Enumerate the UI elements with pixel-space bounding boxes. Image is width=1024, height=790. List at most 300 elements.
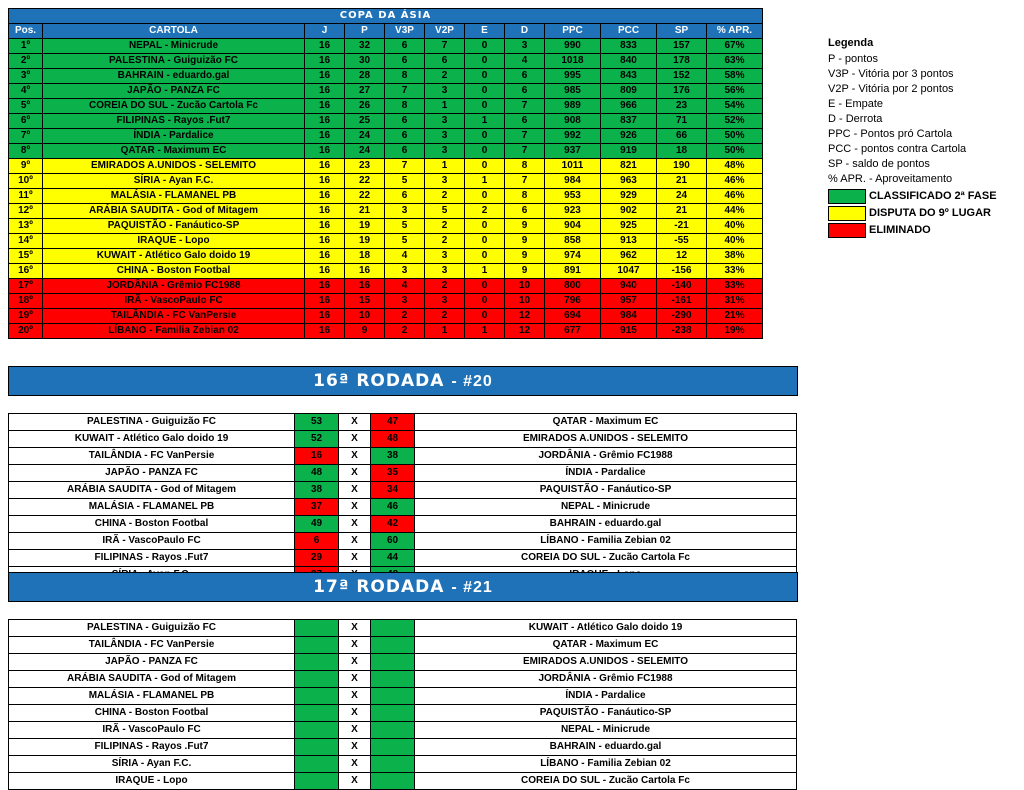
cell-pcc: 925	[601, 219, 657, 234]
cell-v3p: 6	[385, 114, 425, 129]
col-header-cartola: CARTOLA	[43, 24, 305, 39]
cell-ppc: 974	[545, 249, 601, 264]
round-17-subtitle: - #21	[451, 579, 493, 596]
cell-cartola: SÍRIA - Ayan F.C.	[43, 174, 305, 189]
cell-ppc: 953	[545, 189, 601, 204]
match-home-team: JAPÃO - PANZA FC	[9, 654, 295, 671]
cell-e: 0	[465, 294, 505, 309]
cell-pcc: 962	[601, 249, 657, 264]
cell-v2p: 3	[425, 249, 465, 264]
cell-p: 27	[345, 84, 385, 99]
cell-sp: 21	[657, 174, 707, 189]
legend-line-pcc: PCC - pontos contra Cartola	[828, 143, 967, 155]
match-row	[9, 550, 797, 567]
cell-p: 22	[345, 174, 385, 189]
match-away-team: COREIA DO SUL - Zucão Cartola Fc	[415, 773, 797, 790]
match-versus: X	[339, 773, 371, 790]
table-row	[9, 219, 763, 234]
col-header-pos: Pos.	[9, 24, 43, 39]
round-16-subtitle: - #20	[451, 373, 493, 390]
table-row	[9, 294, 763, 309]
cell-v3p: 3	[385, 294, 425, 309]
match-home-team: MALÁSIA - FLAMANEL PB	[9, 499, 295, 516]
cell-v2p: 1	[425, 99, 465, 114]
match-home-score: 52	[295, 431, 339, 448]
match-versus: X	[339, 654, 371, 671]
cell-v3p: 6	[385, 39, 425, 54]
table-row	[9, 39, 763, 54]
round-banner-17	[8, 572, 798, 602]
match-home-team: JAPÃO - PANZA FC	[9, 465, 295, 482]
match-away-score	[371, 773, 415, 790]
match-versus: X	[339, 756, 371, 773]
match-away-team: QATAR - Maximum EC	[415, 414, 797, 431]
cell-v3p: 3	[385, 264, 425, 279]
cell-j: 16	[305, 129, 345, 144]
round-17-title: 17ª RODADA	[313, 577, 445, 597]
cell-cartola: COREIA DO SUL - Zucão Cartola Fc	[43, 99, 305, 114]
cell-apr: 54%	[707, 99, 763, 114]
cell-d: 3	[505, 39, 545, 54]
cell-d: 9	[505, 219, 545, 234]
cell-ppc: 990	[545, 39, 601, 54]
cell-apr: 67%	[707, 39, 763, 54]
match-home-score: 6	[295, 533, 339, 550]
match-home-score	[295, 705, 339, 722]
cell-pcc: 963	[601, 174, 657, 189]
cell-sp: -238	[657, 324, 707, 339]
cell-cartola: ARÁBIA SAUDITA - God of Mitagem	[43, 204, 305, 219]
match-away-team: EMIRADOS A.UNIDOS - SELEMITO	[415, 431, 797, 448]
cell-pcc: 840	[601, 54, 657, 69]
cell-pos: 7º	[9, 129, 43, 144]
cell-ppc: 992	[545, 129, 601, 144]
match-home-team: PALESTINA - Guiguizão FC	[9, 414, 295, 431]
cell-pos: 12º	[9, 204, 43, 219]
cell-v2p: 1	[425, 324, 465, 339]
cell-pcc: 957	[601, 294, 657, 309]
match-home-score: 53	[295, 414, 339, 431]
cell-v3p: 4	[385, 249, 425, 264]
cell-sp: 24	[657, 189, 707, 204]
match-row	[9, 654, 797, 671]
cell-ppc: 858	[545, 234, 601, 249]
cell-ppc: 800	[545, 279, 601, 294]
table-row	[9, 114, 763, 129]
match-row	[9, 533, 797, 550]
match-row	[9, 671, 797, 688]
cell-v3p: 8	[385, 69, 425, 84]
cell-ppc: 923	[545, 204, 601, 219]
match-home-score	[295, 671, 339, 688]
cell-cartola: CHINA - Boston Footbal	[43, 264, 305, 279]
cell-pcc: 821	[601, 159, 657, 174]
table-row	[9, 159, 763, 174]
cell-pcc: 1047	[601, 264, 657, 279]
cell-d: 7	[505, 129, 545, 144]
cell-ppc: 1018	[545, 54, 601, 69]
cell-v2p: 3	[425, 144, 465, 159]
legend-swatch-yellow	[828, 206, 866, 221]
col-header-pcc: PCC	[601, 24, 657, 39]
table-row	[9, 234, 763, 249]
cell-sp: 71	[657, 114, 707, 129]
cell-v3p: 6	[385, 54, 425, 69]
cell-pcc: 837	[601, 114, 657, 129]
cell-pcc: 902	[601, 204, 657, 219]
match-versus: X	[339, 688, 371, 705]
match-away-team: KUWAIT - Atlético Galo doido 19	[415, 620, 797, 637]
cell-e: 0	[465, 144, 505, 159]
match-versus: X	[339, 499, 371, 516]
cell-d: 9	[505, 249, 545, 264]
cell-cartola: EMIRADOS A.UNIDOS - SELEMITO	[43, 159, 305, 174]
match-row	[9, 722, 797, 739]
cell-apr: 21%	[707, 309, 763, 324]
match-away-score	[371, 705, 415, 722]
match-home-team: ARÁBIA SAUDITA - God of Mitagem	[9, 482, 295, 499]
cell-e: 0	[465, 219, 505, 234]
table-row	[9, 249, 763, 264]
cell-pos: 19º	[9, 309, 43, 324]
cell-ppc: 984	[545, 174, 601, 189]
match-versus: X	[339, 516, 371, 533]
cell-p: 24	[345, 144, 385, 159]
cell-d: 9	[505, 264, 545, 279]
cell-e: 0	[465, 249, 505, 264]
cell-e: 1	[465, 264, 505, 279]
cell-p: 16	[345, 264, 385, 279]
cell-pcc: 843	[601, 69, 657, 84]
cell-e: 0	[465, 129, 505, 144]
cell-d: 12	[505, 324, 545, 339]
cell-cartola: QATAR - Maximum EC	[43, 144, 305, 159]
col-header-p: P	[345, 24, 385, 39]
cell-cartola: KUWAIT - Atlético Galo doido 19	[43, 249, 305, 264]
cell-cartola: IRAQUE - Lopo	[43, 234, 305, 249]
cell-apr: 44%	[707, 204, 763, 219]
standings-table	[8, 8, 763, 339]
col-header-ppc: PPC	[545, 24, 601, 39]
cell-v3p: 6	[385, 129, 425, 144]
match-away-team: PAQUISTÃO - Fanáutico-SP	[415, 705, 797, 722]
match-home-score	[295, 688, 339, 705]
match-versus: X	[339, 465, 371, 482]
cell-v2p: 1	[425, 159, 465, 174]
cell-apr: 50%	[707, 144, 763, 159]
table-row	[9, 309, 763, 324]
cell-ppc: 694	[545, 309, 601, 324]
match-home-score: 29	[295, 550, 339, 567]
cell-j: 16	[305, 84, 345, 99]
match-away-team: QATAR - Maximum EC	[415, 637, 797, 654]
cell-cartola: BAHRAIN - eduardo.gal	[43, 69, 305, 84]
cell-v3p: 2	[385, 324, 425, 339]
cell-apr: 50%	[707, 129, 763, 144]
cell-ppc: 989	[545, 99, 601, 114]
legend-line-v2p: V2P - Vitória por 2 pontos	[828, 83, 954, 95]
cell-pos: 3º	[9, 69, 43, 84]
cell-j: 16	[305, 144, 345, 159]
match-away-team: ÍNDIA - Pardalice	[415, 688, 797, 705]
cell-p: 28	[345, 69, 385, 84]
cell-j: 16	[305, 54, 345, 69]
cell-cartola: ÍNDIA - Pardalice	[43, 129, 305, 144]
legend-swatch-red	[828, 223, 866, 238]
match-away-team: EMIRADOS A.UNIDOS - SELEMITO	[415, 654, 797, 671]
match-away-team: NEPAL - Minicrude	[415, 722, 797, 739]
col-header-e: E	[465, 24, 505, 39]
match-home-team: SÍRIA - Ayan F.C.	[9, 756, 295, 773]
cell-v2p: 5	[425, 204, 465, 219]
col-header-v3p: V3P	[385, 24, 425, 39]
match-home-score	[295, 637, 339, 654]
match-versus: X	[339, 722, 371, 739]
cell-e: 0	[465, 159, 505, 174]
cell-p: 9	[345, 324, 385, 339]
cell-j: 16	[305, 309, 345, 324]
match-away-score	[371, 654, 415, 671]
match-home-score: 37	[295, 499, 339, 516]
table-row	[9, 144, 763, 159]
cell-pos: 4º	[9, 84, 43, 99]
legend-line-d: D - Derrota	[828, 113, 883, 125]
cell-v3p: 5	[385, 174, 425, 189]
match-home-team: IRÃ - VascoPaulo FC	[9, 722, 295, 739]
cell-sp: 18	[657, 144, 707, 159]
legend-line-ppc: PPC - Pontos pró Cartola	[828, 128, 953, 140]
cell-apr: 58%	[707, 69, 763, 84]
cell-sp: 66	[657, 129, 707, 144]
legend-line-apr: % APR. - Aproveitamento	[828, 173, 953, 185]
cell-sp: 178	[657, 54, 707, 69]
cell-pos: 11º	[9, 189, 43, 204]
match-versus: X	[339, 671, 371, 688]
cell-ppc: 908	[545, 114, 601, 129]
cell-j: 16	[305, 159, 345, 174]
match-home-team: KUWAIT - Atlético Galo doido 19	[9, 431, 295, 448]
cell-apr: 38%	[707, 249, 763, 264]
standings-section	[8, 8, 808, 339]
match-row	[9, 705, 797, 722]
match-home-team: FILIPINAS - Rayos .Fut7	[9, 739, 295, 756]
cell-pos: 18º	[9, 294, 43, 309]
cell-j: 16	[305, 189, 345, 204]
cell-apr: 46%	[707, 174, 763, 189]
cell-ppc: 904	[545, 219, 601, 234]
cell-v3p: 7	[385, 159, 425, 174]
match-away-score: 38	[371, 448, 415, 465]
cell-p: 21	[345, 204, 385, 219]
match-home-score: 38	[295, 482, 339, 499]
cell-pos: 16º	[9, 264, 43, 279]
cell-e: 0	[465, 279, 505, 294]
cell-j: 16	[305, 249, 345, 264]
match-versus: X	[339, 448, 371, 465]
legend	[828, 36, 1018, 238]
match-away-score	[371, 637, 415, 654]
cell-sp: 176	[657, 84, 707, 99]
match-versus: X	[339, 739, 371, 756]
cell-v3p: 6	[385, 144, 425, 159]
cell-ppc: 891	[545, 264, 601, 279]
cell-v3p: 2	[385, 309, 425, 324]
cell-cartola: TAILÂNDIA - FC VanPersie	[43, 309, 305, 324]
cell-pos: 17º	[9, 279, 43, 294]
cell-v2p: 2	[425, 309, 465, 324]
cell-p: 25	[345, 114, 385, 129]
cell-j: 16	[305, 114, 345, 129]
table-row	[9, 204, 763, 219]
cell-apr: 40%	[707, 219, 763, 234]
cell-sp: 157	[657, 39, 707, 54]
cell-pos: 13º	[9, 219, 43, 234]
page-title: COPA DA ÁSIA	[9, 9, 763, 24]
table-row	[9, 264, 763, 279]
cell-pos: 2º	[9, 54, 43, 69]
cell-ppc: 937	[545, 144, 601, 159]
table-row	[9, 279, 763, 294]
match-away-score: 44	[371, 550, 415, 567]
match-home-team: CHINA - Boston Footbal	[9, 705, 295, 722]
match-away-score	[371, 671, 415, 688]
cell-pos: 20º	[9, 324, 43, 339]
legend-zone-classified	[828, 189, 1018, 204]
table-row	[9, 324, 763, 339]
cell-v3p: 7	[385, 84, 425, 99]
cell-sp: 152	[657, 69, 707, 84]
cell-j: 16	[305, 69, 345, 84]
match-away-team: BAHRAIN - eduardo.gal	[415, 739, 797, 756]
cell-pcc: 984	[601, 309, 657, 324]
cell-pos: 8º	[9, 144, 43, 159]
match-home-score	[295, 654, 339, 671]
cell-cartola: JORDÂNIA - Grêmio FC1988	[43, 279, 305, 294]
cell-d: 9	[505, 234, 545, 249]
cell-d: 6	[505, 204, 545, 219]
match-away-team: NEPAL - Minicrude	[415, 499, 797, 516]
match-away-score	[371, 756, 415, 773]
match-away-score	[371, 739, 415, 756]
col-header-v2p: V2P	[425, 24, 465, 39]
match-home-score	[295, 722, 339, 739]
match-home-score	[295, 756, 339, 773]
cell-p: 18	[345, 249, 385, 264]
cell-v3p: 4	[385, 279, 425, 294]
legend-label-yellow: DISPUTA DO 9º LUGAR	[869, 207, 991, 219]
match-versus: X	[339, 482, 371, 499]
cell-j: 16	[305, 174, 345, 189]
cell-d: 7	[505, 144, 545, 159]
cell-sp: 21	[657, 204, 707, 219]
cell-d: 8	[505, 159, 545, 174]
cell-cartola: IRÃ - VascoPaulo FC	[43, 294, 305, 309]
cell-ppc: 796	[545, 294, 601, 309]
cell-p: 30	[345, 54, 385, 69]
match-home-team: TAILÂNDIA - FC VanPersie	[9, 637, 295, 654]
match-row	[9, 448, 797, 465]
cell-ppc: 1011	[545, 159, 601, 174]
match-home-team: IRÃ - VascoPaulo FC	[9, 533, 295, 550]
cell-pos: 1º	[9, 39, 43, 54]
match-versus: X	[339, 620, 371, 637]
legend-line-e: E - Empate	[828, 98, 884, 110]
cell-cartola: JAPÃO - PANZA FC	[43, 84, 305, 99]
match-home-score: 16	[295, 448, 339, 465]
cell-sp: -156	[657, 264, 707, 279]
cell-cartola: MALÁSIA - FLAMANEL PB	[43, 189, 305, 204]
match-versus: X	[339, 705, 371, 722]
legend-line-sp: SP - saldo de pontos	[828, 158, 930, 170]
cell-apr: 46%	[707, 189, 763, 204]
cell-v2p: 3	[425, 264, 465, 279]
match-away-score: 42	[371, 516, 415, 533]
match-row	[9, 516, 797, 533]
match-away-team: BAHRAIN - eduardo.gal	[415, 516, 797, 533]
cell-j: 16	[305, 279, 345, 294]
cell-ppc: 677	[545, 324, 601, 339]
cell-j: 16	[305, 324, 345, 339]
cell-pos: 15º	[9, 249, 43, 264]
cell-d: 4	[505, 54, 545, 69]
cell-j: 16	[305, 264, 345, 279]
cell-pcc: 966	[601, 99, 657, 114]
cell-v2p: 3	[425, 114, 465, 129]
match-away-score	[371, 688, 415, 705]
cell-e: 0	[465, 39, 505, 54]
legend-zone-playoff	[828, 206, 1018, 221]
cell-j: 16	[305, 204, 345, 219]
cell-apr: 31%	[707, 294, 763, 309]
cell-e: 0	[465, 84, 505, 99]
match-home-team: ARÁBIA SAUDITA - God of Mitagem	[9, 671, 295, 688]
match-away-score: 48	[371, 431, 415, 448]
table-row	[9, 99, 763, 114]
cell-p: 24	[345, 129, 385, 144]
match-row	[9, 739, 797, 756]
round-16-title: 16ª RODADA	[313, 371, 445, 391]
legend-zone-eliminated	[828, 223, 1018, 238]
match-row	[9, 465, 797, 482]
match-home-score	[295, 773, 339, 790]
cell-p: 23	[345, 159, 385, 174]
cell-pos: 5º	[9, 99, 43, 114]
table-row	[9, 174, 763, 189]
match-versus: X	[339, 637, 371, 654]
cell-ppc: 995	[545, 69, 601, 84]
cell-e: 0	[465, 54, 505, 69]
match-home-team: PALESTINA - Guiguizão FC	[9, 620, 295, 637]
cell-sp: -161	[657, 294, 707, 309]
cell-apr: 33%	[707, 264, 763, 279]
cell-e: 1	[465, 324, 505, 339]
cell-cartola: LÍBANO - Familia Zebian 02	[43, 324, 305, 339]
cell-p: 32	[345, 39, 385, 54]
cell-j: 16	[305, 234, 345, 249]
table-row	[9, 129, 763, 144]
cell-d: 7	[505, 174, 545, 189]
cell-v3p: 5	[385, 234, 425, 249]
cell-v3p: 3	[385, 204, 425, 219]
match-home-score	[295, 620, 339, 637]
match-away-team: COREIA DO SUL - Zucão Cartola Fc	[415, 550, 797, 567]
match-away-team: JORDÂNIA - Grêmio FC1988	[415, 671, 797, 688]
standings-header-row	[9, 24, 763, 39]
legend-swatch-green	[828, 189, 866, 204]
match-home-team: FILIPINAS - Rayos .Fut7	[9, 550, 295, 567]
matches-table-17	[8, 619, 797, 790]
cell-d: 7	[505, 99, 545, 114]
